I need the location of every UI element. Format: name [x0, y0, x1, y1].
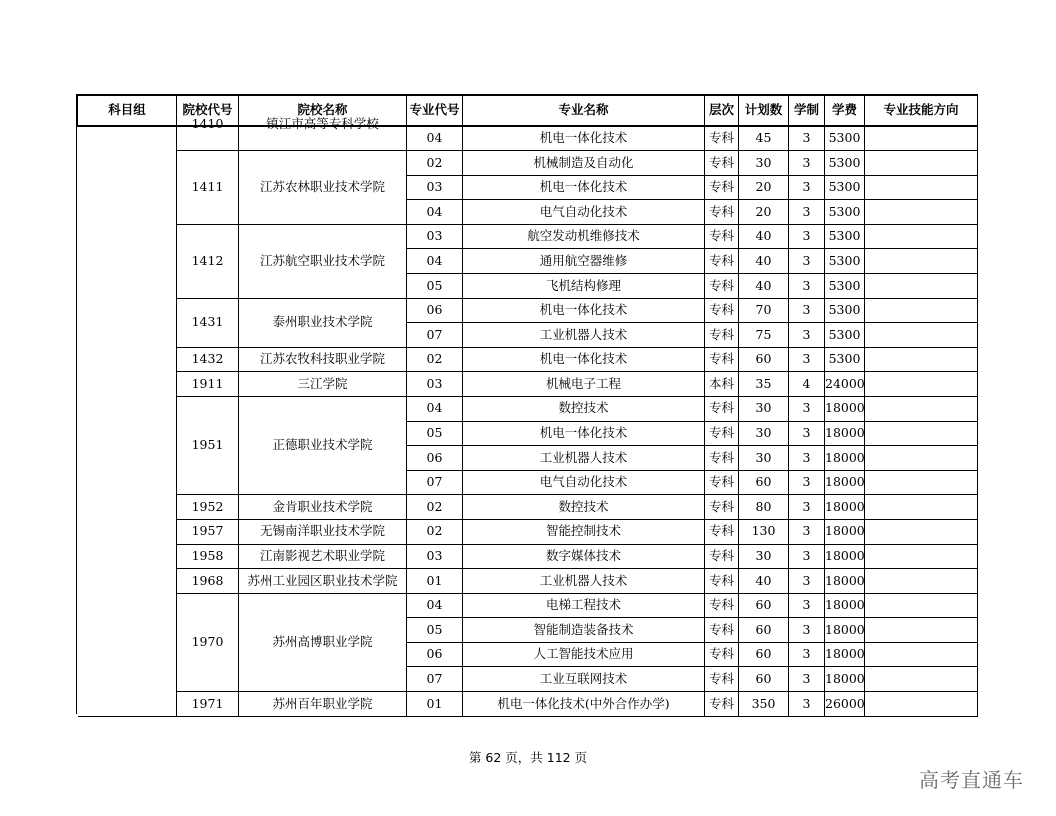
school-code-cell: 1431 [177, 298, 239, 347]
table-row [78, 569, 978, 594]
tuition-cell: 5300 [825, 151, 865, 176]
tuition-cell: 18000 [825, 470, 865, 495]
major-name-cell: 数字媒体技术 [463, 544, 705, 569]
level-cell: 专科 [705, 642, 739, 667]
skill-direction-cell [865, 200, 978, 225]
tuition-cell: 24000 [825, 372, 865, 397]
plan-count-cell: 60 [739, 667, 789, 692]
skill-direction-cell [865, 323, 978, 348]
school-name-cell: 正德职业技术学院 [239, 396, 407, 494]
school-name-cell: 江苏农牧科技职业学院 [239, 347, 407, 372]
major-code-cell: 02 [407, 519, 463, 544]
level-cell: 专科 [705, 151, 739, 176]
plan-count-cell: 70 [739, 298, 789, 323]
plan-count-cell: 130 [739, 519, 789, 544]
years-cell: 3 [789, 421, 825, 446]
skill-direction-cell [865, 692, 978, 717]
level-cell: 专科 [705, 692, 739, 717]
level-cell: 专科 [705, 347, 739, 372]
school-name-cell: 江苏农林职业技术学院 [239, 151, 407, 225]
table-row [78, 151, 978, 176]
level-cell: 专科 [705, 200, 739, 225]
major-name-cell: 通用航空器维修 [463, 249, 705, 274]
plan-count-cell: 60 [739, 347, 789, 372]
school-name-cell: 镇江市高等专科学校 [239, 126, 407, 151]
tuition-cell: 5300 [825, 126, 865, 151]
table-row [78, 372, 978, 397]
plan-count-cell: 350 [739, 692, 789, 717]
level-cell: 专科 [705, 396, 739, 421]
skill-direction-cell [865, 347, 978, 372]
major-name-cell: 工业机器人技术 [463, 569, 705, 594]
skill-direction-cell [865, 175, 978, 200]
major-code-cell: 07 [407, 667, 463, 692]
major-code-cell: 03 [407, 372, 463, 397]
major-code-cell: 03 [407, 544, 463, 569]
major-name-cell: 数控技术 [463, 495, 705, 520]
major-name-cell: 工业互联网技术 [463, 667, 705, 692]
skill-direction-cell [865, 421, 978, 446]
major-code-cell: 06 [407, 298, 463, 323]
tuition-cell: 18000 [825, 495, 865, 520]
plan-count-cell: 30 [739, 446, 789, 471]
level-cell: 本科 [705, 372, 739, 397]
tuition-cell: 26000 [825, 692, 865, 717]
school-name-cell: 苏州百年职业学院 [239, 692, 407, 717]
header-level: 层次 [705, 95, 739, 126]
level-cell: 专科 [705, 569, 739, 594]
tuition-cell: 18000 [825, 421, 865, 446]
major-name-cell: 智能控制技术 [463, 519, 705, 544]
tuition-cell: 5300 [825, 249, 865, 274]
admission-plan-table-container [76, 94, 977, 714]
years-cell: 3 [789, 692, 825, 717]
major-code-cell: 07 [407, 470, 463, 495]
header-plan-count: 计划数 [739, 95, 789, 126]
level-cell: 专科 [705, 323, 739, 348]
school-code-cell: 1410 [177, 126, 239, 151]
level-cell: 专科 [705, 249, 739, 274]
major-code-cell: 06 [407, 446, 463, 471]
level-cell: 专科 [705, 544, 739, 569]
level-cell: 专科 [705, 495, 739, 520]
skill-direction-cell [865, 372, 978, 397]
school-code-cell: 1957 [177, 519, 239, 544]
tuition-cell: 18000 [825, 544, 865, 569]
tuition-cell: 5300 [825, 323, 865, 348]
level-cell: 专科 [705, 421, 739, 446]
level-cell: 专科 [705, 224, 739, 249]
level-cell: 专科 [705, 470, 739, 495]
header-school-name: 院校名称 [239, 95, 407, 126]
major-name-cell: 机械制造及自动化 [463, 151, 705, 176]
tuition-cell: 5300 [825, 200, 865, 225]
years-cell: 3 [789, 249, 825, 274]
table-row [78, 544, 978, 569]
school-name-cell: 金肯职业技术学院 [239, 495, 407, 520]
header-major-code: 专业代号 [407, 95, 463, 126]
years-cell: 3 [789, 569, 825, 594]
school-name-cell: 三江学院 [239, 372, 407, 397]
school-code-cell: 1970 [177, 593, 239, 691]
major-name-cell: 数控技术 [463, 396, 705, 421]
school-name-cell: 无锡南洋职业技术学院 [239, 519, 407, 544]
skill-direction-cell [865, 224, 978, 249]
skill-direction-cell [865, 642, 978, 667]
table-row [78, 519, 978, 544]
table-row [78, 126, 978, 151]
header-major-name: 专业名称 [463, 95, 705, 126]
school-name-cell: 苏州工业园区职业技术学院 [239, 569, 407, 594]
major-code-cell: 07 [407, 323, 463, 348]
years-cell: 3 [789, 273, 825, 298]
major-code-cell: 02 [407, 347, 463, 372]
major-code-cell: 01 [407, 569, 463, 594]
school-name-cell: 泰州职业技术学院 [239, 298, 407, 347]
header-tuition: 学费 [825, 95, 865, 126]
skill-direction-cell [865, 593, 978, 618]
tuition-cell: 18000 [825, 446, 865, 471]
table-body [78, 116, 978, 716]
major-code-cell: 05 [407, 618, 463, 643]
level-cell: 专科 [705, 519, 739, 544]
tuition-cell: 5300 [825, 175, 865, 200]
major-name-cell: 智能制造装备技术 [463, 618, 705, 643]
school-code-cell: 1952 [177, 495, 239, 520]
skill-direction-cell [865, 273, 978, 298]
skill-direction-cell [865, 667, 978, 692]
school-name-cell: 苏州高博职业学院 [239, 593, 407, 691]
years-cell: 3 [789, 396, 825, 421]
plan-count-cell: 30 [739, 396, 789, 421]
plan-count-cell: 40 [739, 249, 789, 274]
major-code-cell: 04 [407, 126, 463, 151]
level-cell: 专科 [705, 593, 739, 618]
tuition-cell: 5300 [825, 298, 865, 323]
major-code-cell: 05 [407, 421, 463, 446]
table-row [78, 495, 978, 520]
years-cell: 3 [789, 126, 825, 151]
tuition-cell: 18000 [825, 618, 865, 643]
school-code-cell: 1968 [177, 569, 239, 594]
tuition-cell: 18000 [825, 667, 865, 692]
years-cell: 3 [789, 446, 825, 471]
major-name-cell: 电气自动化技术 [463, 470, 705, 495]
years-cell: 3 [789, 224, 825, 249]
skill-direction-cell [865, 519, 978, 544]
watermark-logo-text: 高考直通车 [919, 768, 1024, 792]
major-code-cell: 03 [407, 175, 463, 200]
major-code-cell: 04 [407, 200, 463, 225]
skill-direction-cell [865, 151, 978, 176]
plan-count-cell: 40 [739, 224, 789, 249]
level-cell: 专科 [705, 298, 739, 323]
major-name-cell: 机械电子工程 [463, 372, 705, 397]
table-row [78, 347, 978, 372]
major-name-cell: 工业机器人技术 [463, 446, 705, 471]
school-code-cell: 1958 [177, 544, 239, 569]
major-name-cell: 机电一体化技术 [463, 175, 705, 200]
skill-direction-cell [865, 446, 978, 471]
header-subject-group: 科目组 [78, 95, 177, 126]
years-cell: 3 [789, 347, 825, 372]
level-cell: 专科 [705, 618, 739, 643]
years-cell: 3 [789, 618, 825, 643]
plan-count-cell: 20 [739, 175, 789, 200]
tuition-cell: 18000 [825, 396, 865, 421]
level-cell: 专科 [705, 175, 739, 200]
level-cell: 专科 [705, 446, 739, 471]
plan-count-cell: 60 [739, 593, 789, 618]
major-name-cell: 人工智能技术应用 [463, 642, 705, 667]
years-cell: 3 [789, 470, 825, 495]
plan-count-cell: 30 [739, 421, 789, 446]
plan-count-cell: 20 [739, 200, 789, 225]
years-cell: 3 [789, 200, 825, 225]
school-code-cell: 1951 [177, 396, 239, 494]
header-years: 学制 [789, 95, 825, 126]
level-cell: 专科 [705, 273, 739, 298]
major-code-cell: 02 [407, 495, 463, 520]
major-name-cell: 机电一体化技术 [463, 298, 705, 323]
school-code-cell: 1411 [177, 151, 239, 225]
major-code-cell: 02 [407, 151, 463, 176]
table-row [78, 298, 978, 323]
tuition-cell: 18000 [825, 569, 865, 594]
years-cell: 3 [789, 495, 825, 520]
plan-count-cell: 40 [739, 273, 789, 298]
years-cell: 4 [789, 372, 825, 397]
major-code-cell: 06 [407, 642, 463, 667]
skill-direction-cell [865, 396, 978, 421]
skill-direction-cell [865, 618, 978, 643]
years-cell: 3 [789, 667, 825, 692]
school-code-cell: 1412 [177, 224, 239, 298]
header-skill-direction: 专业技能方向 [865, 95, 978, 126]
years-cell: 3 [789, 298, 825, 323]
school-name-cell: 江苏航空职业技术学院 [239, 224, 407, 298]
plan-count-cell: 80 [739, 495, 789, 520]
table-row [78, 593, 978, 618]
skill-direction-cell [865, 298, 978, 323]
major-code-cell: 05 [407, 273, 463, 298]
major-name-cell: 机电一体化技术 [463, 421, 705, 446]
major-name-cell: 机电一体化技术(中外合作办学) [463, 692, 705, 717]
table-row [78, 396, 978, 421]
skill-direction-cell [865, 569, 978, 594]
admission-plan-table [77, 94, 978, 717]
plan-count-cell: 30 [739, 151, 789, 176]
skill-direction-cell [865, 470, 978, 495]
years-cell: 3 [789, 151, 825, 176]
plan-count-cell: 35 [739, 372, 789, 397]
tuition-cell: 5300 [825, 273, 865, 298]
plan-count-cell: 60 [739, 618, 789, 643]
skill-direction-cell [865, 126, 978, 151]
major-code-cell: 04 [407, 249, 463, 274]
major-name-cell: 机电一体化技术 [463, 347, 705, 372]
table-row [78, 224, 978, 249]
years-cell: 3 [789, 593, 825, 618]
plan-count-cell: 30 [739, 544, 789, 569]
subject-group-cell [78, 126, 177, 716]
school-name-cell: 江南影视艺术职业学院 [239, 544, 407, 569]
plan-count-cell: 75 [739, 323, 789, 348]
years-cell: 3 [789, 519, 825, 544]
major-code-cell: 04 [407, 593, 463, 618]
years-cell: 3 [789, 544, 825, 569]
major-name-cell: 飞机结构修理 [463, 273, 705, 298]
tuition-cell: 5300 [825, 347, 865, 372]
tuition-cell: 5300 [825, 224, 865, 249]
table-row [78, 692, 978, 717]
years-cell: 3 [789, 642, 825, 667]
header-school-code: 院校代号 [177, 95, 239, 126]
skill-direction-cell [865, 544, 978, 569]
plan-count-cell: 60 [739, 470, 789, 495]
school-code-cell: 1911 [177, 372, 239, 397]
page-number: 第 62 页，共 112 页 [468, 750, 588, 765]
level-cell: 专科 [705, 667, 739, 692]
major-name-cell: 机电一体化技术 [463, 126, 705, 151]
major-code-cell: 03 [407, 224, 463, 249]
plan-count-cell: 60 [739, 642, 789, 667]
major-name-cell: 电梯工程技术 [463, 593, 705, 618]
school-code-cell: 1971 [177, 692, 239, 717]
major-name-cell: 电气自动化技术 [463, 200, 705, 225]
years-cell: 3 [789, 175, 825, 200]
level-cell: 专科 [705, 126, 739, 151]
skill-direction-cell [865, 249, 978, 274]
tuition-cell: 18000 [825, 593, 865, 618]
major-code-cell: 04 [407, 396, 463, 421]
major-name-cell: 航空发动机维修技术 [463, 224, 705, 249]
tuition-cell: 18000 [825, 642, 865, 667]
major-code-cell: 01 [407, 692, 463, 717]
years-cell: 3 [789, 323, 825, 348]
plan-count-cell: 40 [739, 569, 789, 594]
skill-direction-cell [865, 495, 978, 520]
major-name-cell: 工业机器人技术 [463, 323, 705, 348]
tuition-cell: 18000 [825, 519, 865, 544]
school-code-cell: 1432 [177, 347, 239, 372]
plan-count-cell: 45 [739, 126, 789, 151]
